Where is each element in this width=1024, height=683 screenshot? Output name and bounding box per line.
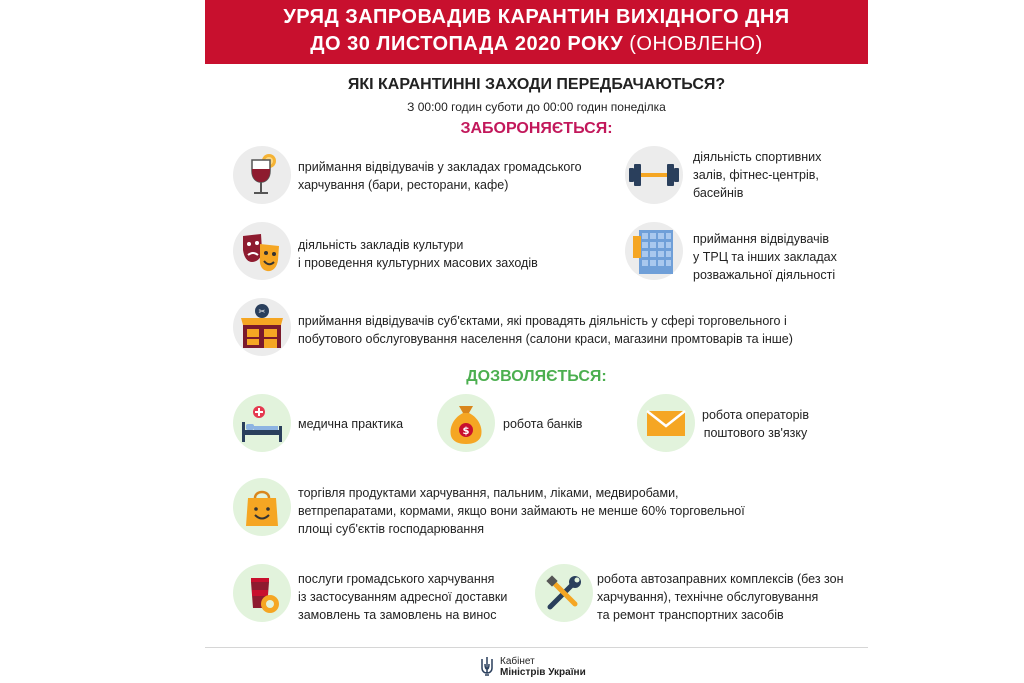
wine-glass-icon <box>233 146 291 204</box>
allowed-heading: ДОЗВОЛЯЄТЬСЯ: <box>466 368 607 385</box>
shopping-bag-icon <box>233 478 291 536</box>
tools-icon <box>535 564 593 622</box>
money-bag-icon <box>437 394 495 452</box>
updated-label: (ОНОВЛЕНО) <box>629 33 763 55</box>
forbidden-item-services: приймання відвідувачів суб'єктами, які провадять діяльність у сфері торговельного і побутового обслуговування населення (салони краси, магазини промтоварів та інше) <box>298 314 793 346</box>
shop-icon <box>233 298 291 356</box>
title-line-1: УРЯД ЗАПРОВАДИВ КАРАНТИН ВИХІДНОГО ДНЯ <box>283 6 790 28</box>
theater-masks-icon <box>233 222 291 280</box>
title-date: ДО 30 ЛИСТОПАДА 2020 РОКУ <box>310 33 624 55</box>
infographic <box>205 0 868 682</box>
svg-text:✂: ✂ <box>258 307 266 316</box>
forbidden-item-malls: приймання відвідувачів у ТРЦ та інших закладах розважальної діяльності <box>693 232 837 282</box>
allowed-item-auto: робота автозаправних комплексів (без зон харчування), технічне обслуговування та ремонт транспортних засобів <box>597 572 844 622</box>
forbidden-heading: ЗАБОРОНЯЄТЬСЯ: <box>460 120 613 137</box>
footer-divider <box>205 647 868 648</box>
forbidden-item-culture: діяльність закладів культури і проведення культурних масових заходів <box>298 238 538 270</box>
title-banner <box>205 0 868 64</box>
envelope-icon <box>637 394 695 452</box>
title-line-2 <box>205 33 868 56</box>
question-heading: ЯКІ КАРАНТИННІ ЗАХОДИ ПЕРЕДБАЧАЮТЬСЯ? <box>347 76 726 93</box>
allowed-item-groceries: торгівля продуктами харчування, пальним, ліками, медвиробами, ветпрепаратами, кормами, якщо вони займають не менше 60% торговельної площі суб'єктів господарювання <box>298 486 745 536</box>
footer-line-2: Міністрів України <box>500 667 586 678</box>
forbidden-item-gyms: діяльність спортивних залів, фітнес-центрів, басейнів <box>693 150 822 200</box>
allowed-item-takeaway: послуги громадського харчування із застосуванням адресної доставки замовлень та замовлень на винос <box>298 572 508 622</box>
svg-text:$: $ <box>462 426 470 437</box>
takeaway-food-icon <box>233 564 291 622</box>
shopping-mall-icon <box>625 222 683 280</box>
hospital-bed-icon <box>233 394 291 452</box>
forbidden-item-restaurants: приймання відвідувачів у закладах громадського харчування (бари, ресторани, кафе) <box>298 160 582 192</box>
footer-line-1: Кабінет <box>500 656 535 667</box>
allowed-item-medical: медична практика <box>298 417 404 431</box>
time-range: З 00:00 годин суботи до 00:00 годин понеділка <box>407 100 666 114</box>
trident-icon <box>480 656 494 683</box>
allowed-item-banks: робота банків <box>503 417 583 431</box>
dumbbell-icon <box>625 146 683 204</box>
allowed-item-post: робота операторів поштового зв'язку <box>702 408 809 440</box>
